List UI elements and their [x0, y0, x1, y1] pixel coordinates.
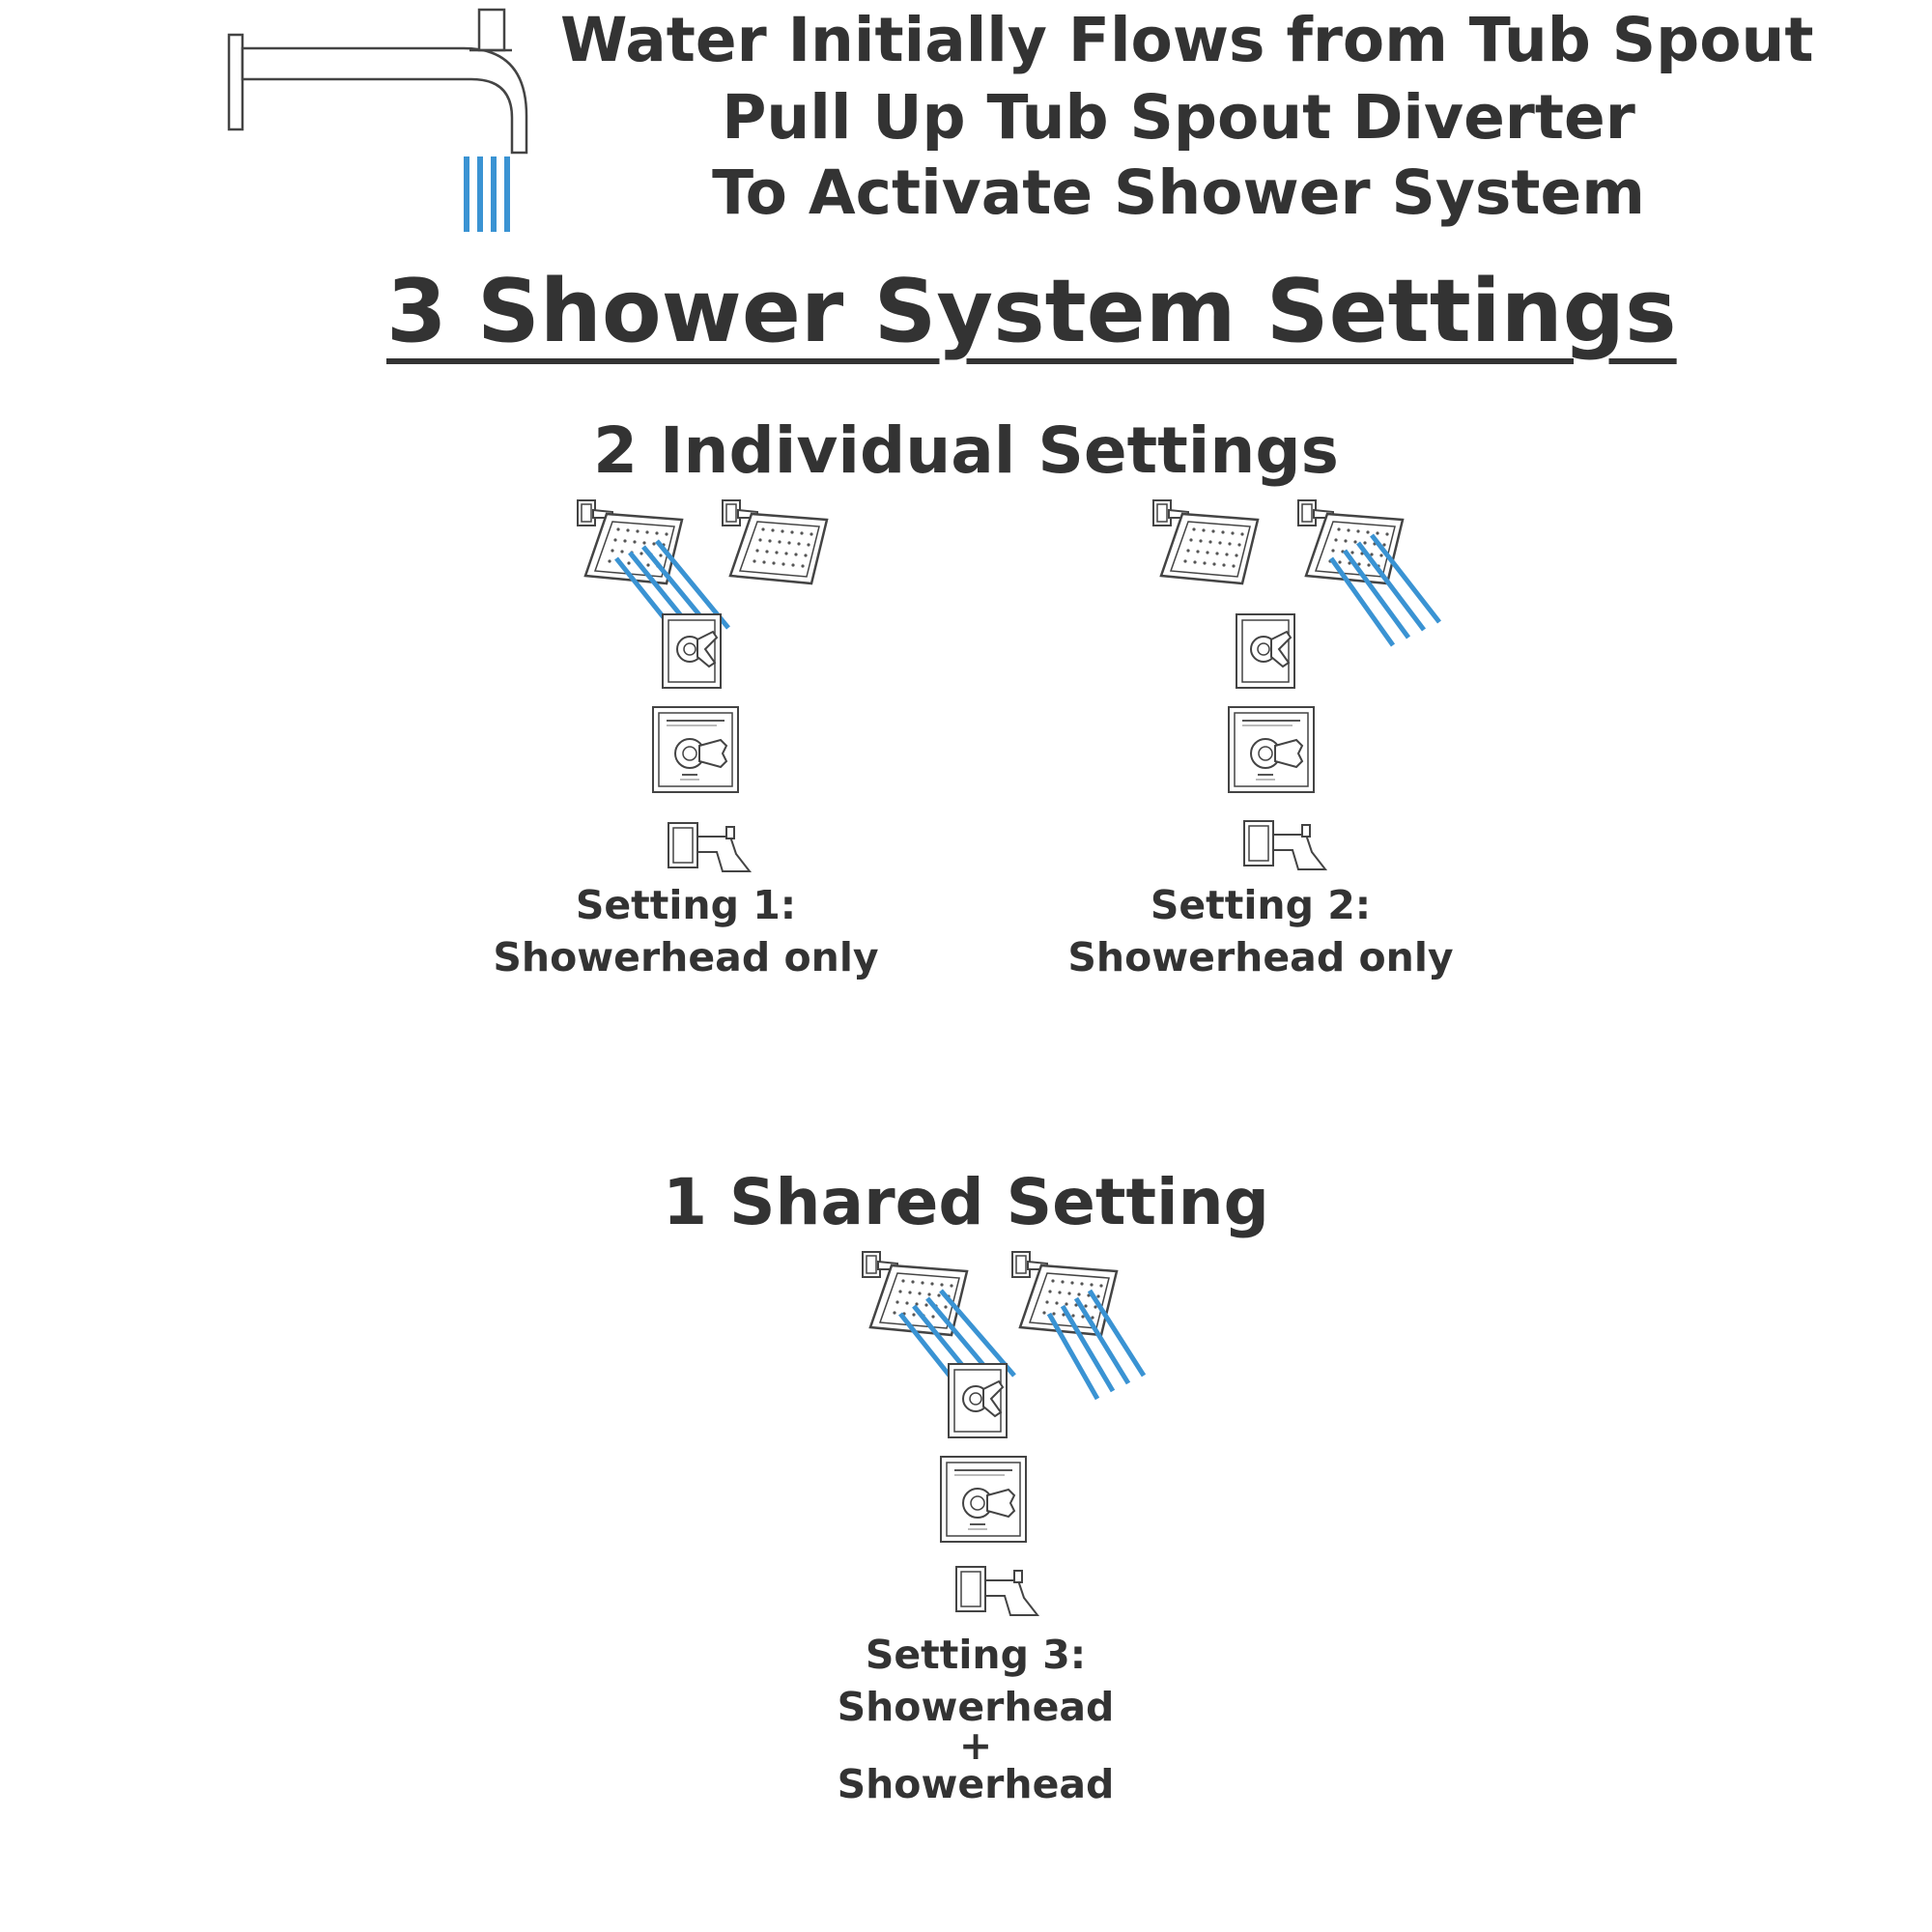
setting-1-description: Showerhead only	[493, 934, 879, 980]
diverter-valve-icon	[663, 614, 721, 688]
showerhead-icon	[1298, 500, 1403, 583]
shower-valve-icon	[1229, 707, 1314, 792]
showerhead-icon	[1153, 500, 1258, 583]
intro-line-2: Pull Up Tub Spout Diverter	[722, 82, 1635, 153]
showerhead-icon	[863, 1252, 967, 1335]
showerhead-icon	[1012, 1252, 1117, 1335]
setting-2-illustration	[1153, 500, 1439, 869]
setting-3-illustration	[863, 1252, 1144, 1615]
setting-1-label: Setting 1:	[575, 882, 797, 928]
tub-spout-icon	[229, 10, 526, 153]
setting-3-line-2: Showerhead	[837, 1761, 1115, 1807]
tub-spout-icon	[956, 1567, 1037, 1615]
showerhead-icon	[723, 500, 827, 583]
setting-3-label: Setting 3:	[865, 1632, 1087, 1678]
setting-2-description: Showerhead only	[1067, 934, 1454, 980]
shared-setting-title: 1 Shared Setting	[663, 1165, 1269, 1239]
tub-spout-icon	[668, 823, 750, 871]
individual-settings-title: 2 Individual Settings	[593, 413, 1339, 488]
water-spray-icon	[467, 156, 507, 232]
main-title: 3 Shower System Settings	[386, 261, 1677, 362]
setting-3-plus: +	[958, 1722, 993, 1769]
shower-valve-icon	[653, 707, 738, 792]
setting-2-label: Setting 2:	[1150, 882, 1372, 928]
intro-line-1: Water Initially Flows from Tub Spout	[560, 5, 1814, 75]
setting-1-illustration	[578, 500, 827, 871]
setting-3-line-1: Showerhead	[837, 1684, 1115, 1730]
shower-valve-icon	[941, 1457, 1026, 1542]
diverter-valve-icon	[949, 1364, 1007, 1437]
water-spray-icon	[1331, 535, 1439, 645]
intro-line-3: To Activate Shower System	[712, 157, 1645, 228]
diverter-valve-icon	[1236, 614, 1294, 688]
tub-spout-icon	[1244, 821, 1325, 869]
